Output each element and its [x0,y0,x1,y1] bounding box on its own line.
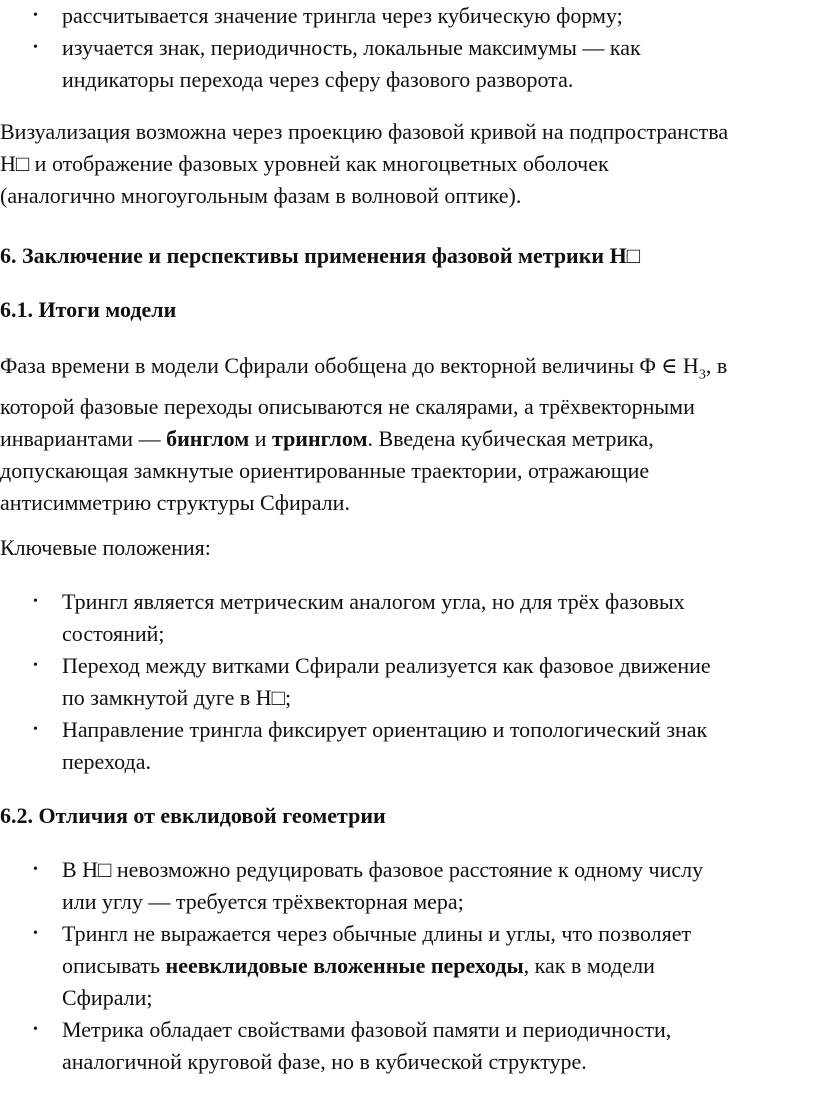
list-item-line: индикаторы перехода через сферу фазового разворота. [62,67,574,92]
list-item-line: Сфирали; [62,985,153,1010]
subscript: 3 [698,367,706,383]
bullet-icon: • [33,1022,38,1037]
section-heading-6-1: 6.1. Итоги модели [0,297,177,322]
list-item-line: по замкнутой дуге в H□; [62,685,292,710]
paragraph-line: (аналогично многоугольным фазам в волновой оптике). [0,183,522,208]
list-item [0,918,812,1014]
paragraph-line: инвариантами — [0,426,167,452]
list-item-line: Направление трингла фиксирует ориентацию и топологический знак [62,717,708,742]
paragraph-line: H□ и отображение фазовых уровней как многоцветных оболочек [0,151,609,176]
list-item [0,586,812,650]
list-item [0,0,812,32]
list-item-line: Переход между витками Сфирали реализуется как фазовое движение [62,653,711,678]
paragraph-visualization [0,116,812,212]
bullet-icon: • [33,594,38,609]
bullet-icon: • [33,926,38,941]
bullet-icon: • [33,658,38,673]
term-tringl: тринглом [272,426,368,452]
paragraph-text: . Введена кубическая метрика, [367,426,654,452]
bullet-icon: • [33,8,38,23]
term-bingl: бинглом [166,426,250,452]
term-non-euclidean: неевклидовые вложенные переходы [165,953,524,978]
list-item-line: Трингл не выражается через обычные длины и углы, что позволяет [62,921,692,946]
section-heading-6-2: 6.2. Отличия от евклидовой геометрии [0,803,386,828]
list-item [0,32,812,96]
paragraph-phase [0,350,812,519]
list-item-line: аналогичной круговой фазе, но в кубической структуре. [62,1049,587,1074]
paragraph-line-end: , в [705,353,728,378]
list-item [0,1014,812,1078]
list-item-line: перехода. [62,749,151,774]
bullet-list-top [0,0,812,96]
paragraph-line: Фаза времени в модели Сфирали обобщена до векторной величины Φ ∈ H [0,353,699,378]
list-item-line: или углу — требуется трёхвекторная мера; [62,889,464,914]
list-item [0,650,812,714]
list-item-line: изучается знак, периодичность, локальные максимумы — как [62,35,641,60]
paragraph-key-points: Ключевые положения: [0,535,211,560]
list-item [0,854,812,918]
list-item-line: Метрика обладает свойствами фазовой памяти и периодичности, [62,1017,672,1042]
list-item-line: Трингл является метрическим аналогом угла, но для трёх фазовых [62,589,685,614]
list-item-line: В H□ невозможно редуцировать фазовое расстояние к одному числу [62,857,704,882]
list-item-line: состояний; [62,621,165,646]
paragraph-line: антисимметрию структуры Сфирали. [0,490,350,516]
paragraph-line: Визуализация возможна через проекцию фазовой кривой на подпространства [0,119,729,144]
bullet-list-key-points [0,586,812,778]
paragraph-line: которой фазовые переходы описываются не скалярами, а трёхвекторными [0,394,695,420]
bullet-icon: • [33,722,38,737]
bullet-icon: • [33,862,38,877]
bullet-icon: • [33,40,38,55]
section-heading-6: 6. Заключение и перспективы применения фазовой метрики H□ [0,243,640,268]
list-item-text: , как в модели [523,953,655,978]
list-item [0,714,812,778]
paragraph-line: допускающая замкнутые ориентированные траектории, отражающие [0,458,650,484]
list-item-line: рассчитывается значение трингла через кубическую форму; [62,3,623,28]
list-item-line: описывать [62,953,166,978]
paragraph-text: и [249,426,272,452]
bullet-list-differences [0,854,812,1078]
